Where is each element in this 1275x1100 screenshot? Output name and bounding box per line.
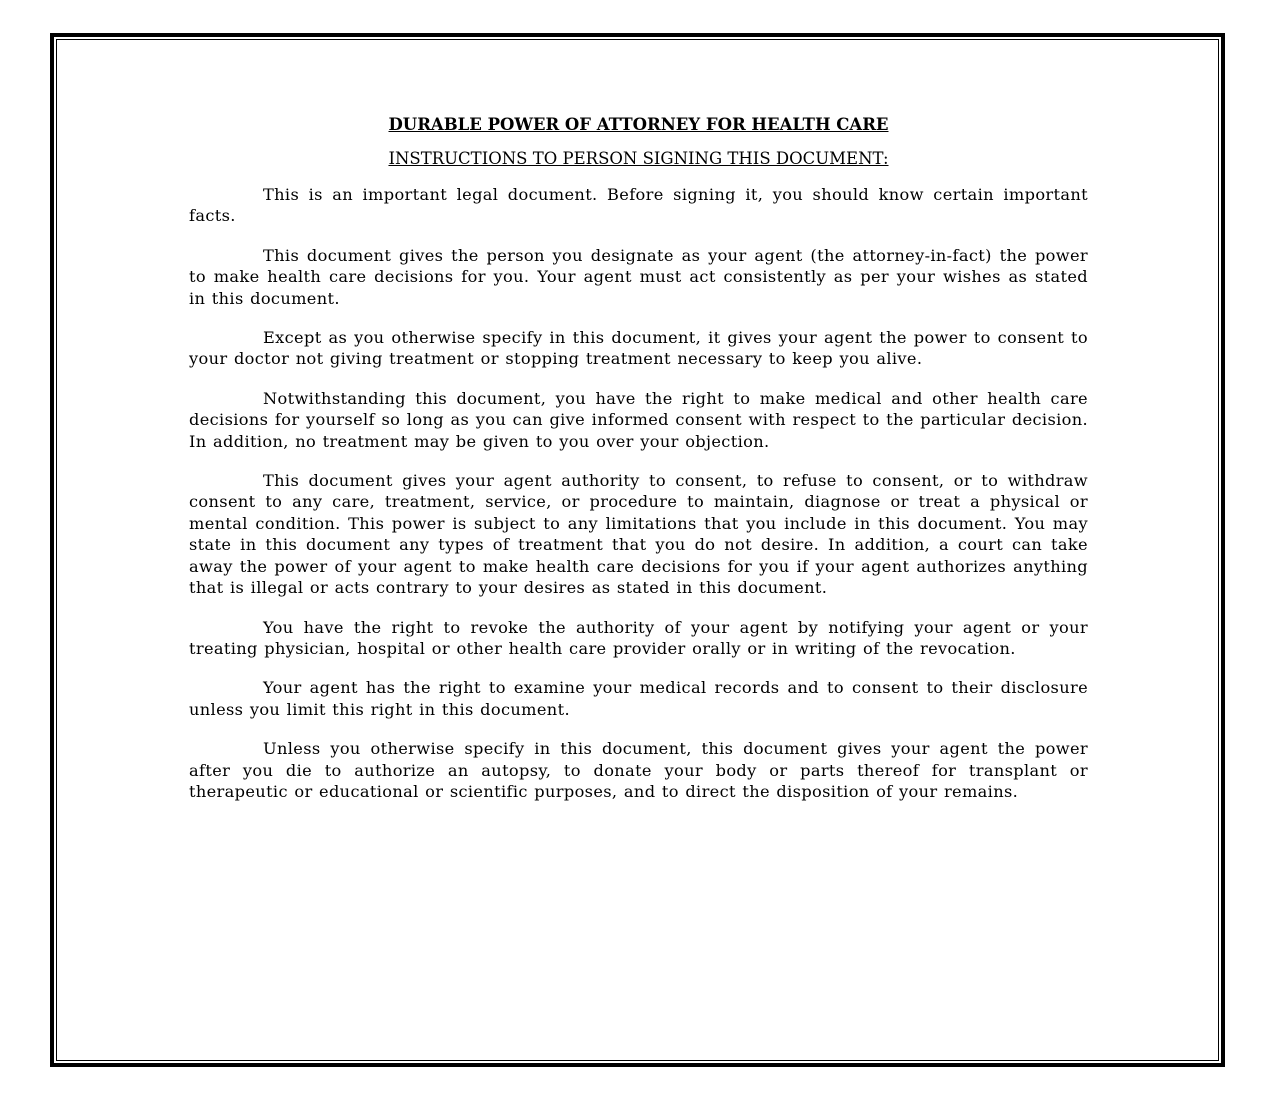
document-subtitle: INSTRUCTIONS TO PERSON SIGNING THIS DOCUMENT: [388, 149, 889, 168]
paragraph-right-to-decide: Notwithstanding this document, you have the right to make medical and other health care decisions for yourself so long as you can give informed consent with respect to the particular decision. In addition, no treatment may be given to you over your objection. [189, 388, 1088, 451]
paragraph-agent-power: This document gives the person you designate as your agent (the attorney-in-fact) the power to make health care decisions for you. Your agent must act consistently as per your wishes as stated in this document. [189, 245, 1088, 308]
paragraph-life-sustaining: Except as you otherwise specify in this document, it gives your agent the power to consent to your doctor not giving treatment or stopping treatment necessary to keep you alive. [189, 328, 1088, 369]
document-body [189, 114, 1088, 820]
document-title: DURABLE POWER OF ATTORNEY FOR HEALTH CARE [388, 115, 889, 134]
paragraph-important-facts: This is an important legal document. Before signing it, you should know certain important facts. [189, 185, 1088, 226]
paragraph-after-death: Unless you otherwise specify in this document, this document gives your agent the power after you die to authorize an autopsy, to donate your body or parts thereof for transplant or therapeutic or educational or scientific purposes, and to direct the disposition of your remains. [189, 739, 1088, 801]
paragraph-agent-authority: This document gives your agent authority to consent, to refuse to consent, or to withdraw consent to any care, treatment, service, or procedure to maintain, diagnose or treat a physical or mental condition. This power is subject to any limitations that you include in this document. You may state in this document any types of treatment that you do not desire. In addition, a court can take away the power of your agent to make health care decisions for you if your agent authorizes anything that is illegal or acts contrary to your desires as stated in this document. [189, 471, 1088, 598]
paragraph-medical-records: Your agent has the right to examine your medical records and to consent to their disclosure unless you limit this right in this document. [189, 678, 1088, 719]
paragraph-revocation: You have the right to revoke the authority of your agent by notifying your agent or your treating physician, hospital or other health care provider orally or in writing of the revocation. [189, 617, 1088, 658]
